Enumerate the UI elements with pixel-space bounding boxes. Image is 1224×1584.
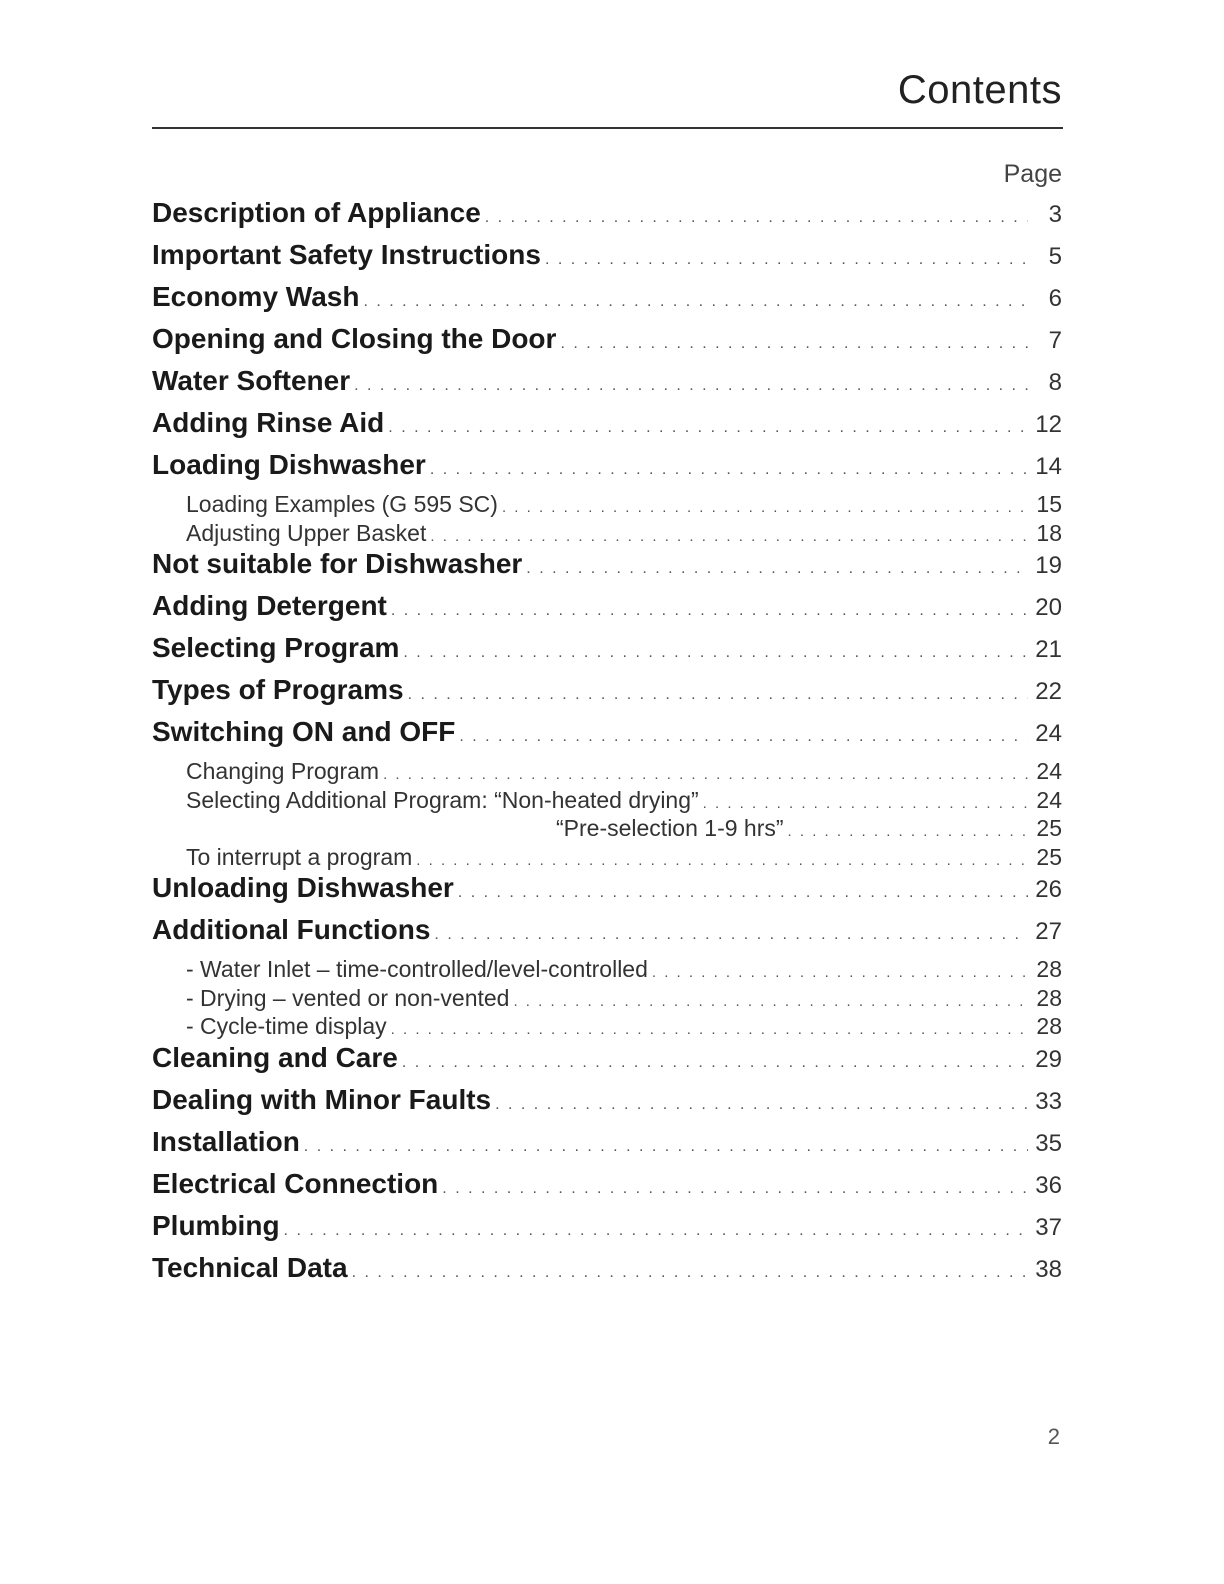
toc-entry-label: Unloading Dishwasher xyxy=(152,872,454,903)
page-column-label: Page xyxy=(1003,160,1062,188)
dot-leader xyxy=(485,209,1028,227)
dot-leader xyxy=(408,686,1028,704)
dot-leader xyxy=(502,499,1028,516)
toc-entry-label: Adding Detergent xyxy=(152,590,387,621)
dot-leader xyxy=(513,993,1028,1010)
toc-entry-page: 7 xyxy=(1048,327,1062,354)
toc-entry-page: 14 xyxy=(1035,453,1062,480)
toc-entry-page: 21 xyxy=(1035,636,1062,663)
toc-entry-page: 24 xyxy=(1035,720,1062,747)
toc-entry-label: Installation xyxy=(152,1125,300,1157)
toc-entry-label: Selecting Additional Program: “Non-heated drying” xyxy=(186,786,699,813)
toc-entry-label: Technical Data xyxy=(152,1251,348,1283)
dot-leader xyxy=(388,419,1028,437)
dot-leader xyxy=(459,728,1028,746)
toc-entry-page: 8 xyxy=(1048,369,1062,396)
toc-subentry[interactable] xyxy=(152,815,1062,844)
dot-leader xyxy=(703,795,1028,812)
toc-subentry[interactable] xyxy=(152,1013,1062,1042)
dot-leader xyxy=(652,964,1028,981)
dot-leader xyxy=(526,560,1028,578)
toc-entry-label: Electrical Connection xyxy=(152,1167,439,1199)
toc-entry-label: To interrupt a program xyxy=(186,843,413,870)
dot-leader xyxy=(363,293,1028,311)
toc-entry[interactable] xyxy=(152,632,1062,674)
toc-entry-page: 20 xyxy=(1035,594,1062,621)
toc-entry-label: Water Softener xyxy=(152,365,351,396)
toc-entry-page: 12 xyxy=(1035,411,1062,438)
toc-entry[interactable] xyxy=(152,1084,1062,1126)
toc-entry-label: Cleaning and Care xyxy=(152,1041,398,1073)
toc-entry-page: 28 xyxy=(1036,984,1062,1011)
dot-leader xyxy=(383,766,1028,783)
toc-entry[interactable] xyxy=(152,1042,1062,1084)
toc-entry[interactable] xyxy=(152,548,1062,590)
dot-leader xyxy=(284,1222,1028,1240)
toc-entry[interactable] xyxy=(152,1168,1062,1210)
toc-entry-label: - Cycle-time display xyxy=(186,1013,387,1039)
toc-entry[interactable] xyxy=(152,323,1062,365)
dot-leader xyxy=(458,884,1028,902)
dot-leader xyxy=(402,1054,1028,1072)
toc-entry-page: 24 xyxy=(1036,786,1062,813)
toc-entry-label: Not suitable for Dishwasher xyxy=(152,548,523,579)
toc-entry-page: 24 xyxy=(1036,758,1062,784)
toc-entry-label: Description of Appliance xyxy=(152,197,481,228)
toc-entry-label: Economy Wash xyxy=(152,281,360,312)
dot-leader xyxy=(430,528,1028,545)
toc-entry-label: Dealing with Minor Faults xyxy=(152,1083,492,1115)
dot-leader xyxy=(354,377,1028,395)
table-of-contents xyxy=(152,197,1062,1294)
toc-entry-page: 37 xyxy=(1035,1213,1062,1241)
dot-leader xyxy=(416,852,1028,869)
toc-entry-label: Adding Rinse Aid xyxy=(152,407,385,438)
toc-entry-page: 38 xyxy=(1035,1255,1062,1283)
toc-subentry[interactable] xyxy=(152,491,1062,520)
toc-entry-page: 29 xyxy=(1035,1045,1062,1073)
toc-entry-label: “Pre-selection 1-9 hrs” xyxy=(556,815,784,841)
title-divider xyxy=(152,127,1063,129)
toc-entry[interactable] xyxy=(152,449,1062,491)
toc-entry-page: 28 xyxy=(1036,1013,1062,1039)
dot-leader xyxy=(403,644,1028,662)
toc-entry[interactable] xyxy=(152,281,1062,323)
toc-entry-page: 27 xyxy=(1035,918,1062,945)
toc-entry[interactable] xyxy=(152,1252,1062,1294)
dot-leader xyxy=(352,1264,1028,1282)
toc-entry[interactable] xyxy=(152,914,1062,956)
toc-entry-page: 19 xyxy=(1035,552,1062,579)
dot-leader xyxy=(391,1021,1028,1038)
dot-leader xyxy=(545,251,1028,269)
page-title: Contents xyxy=(897,68,1062,112)
dot-leader xyxy=(788,823,1028,840)
page-number: 2 xyxy=(1047,1424,1060,1449)
toc-entry-page: 36 xyxy=(1035,1171,1062,1199)
toc-entry[interactable] xyxy=(152,407,1062,449)
toc-entry-label: - Water Inlet – time-controlled/level-controlled xyxy=(186,956,648,982)
toc-entry-label: Selecting Program xyxy=(152,632,400,663)
toc-entry-label: Opening and Closing the Door xyxy=(152,323,557,354)
toc-entry[interactable] xyxy=(152,1210,1062,1252)
toc-entry[interactable] xyxy=(152,674,1062,716)
toc-subentry[interactable] xyxy=(152,787,1062,816)
toc-entry[interactable] xyxy=(152,872,1062,914)
dot-leader xyxy=(495,1096,1028,1114)
toc-subentry[interactable] xyxy=(152,758,1062,787)
toc-entry[interactable] xyxy=(152,239,1062,281)
toc-subentry[interactable] xyxy=(152,985,1062,1014)
toc-entry-page: 3 xyxy=(1048,201,1062,228)
dot-leader xyxy=(434,926,1028,944)
dot-leader xyxy=(560,335,1028,353)
toc-entry-label: Adjusting Upper Basket xyxy=(186,519,427,546)
toc-entry-page: 25 xyxy=(1036,815,1062,841)
toc-entry-page: 35 xyxy=(1035,1129,1062,1157)
dot-leader xyxy=(304,1138,1028,1156)
toc-subentry[interactable] xyxy=(152,520,1062,549)
toc-entry-label: Switching ON and OFF xyxy=(152,716,456,747)
toc-entry[interactable] xyxy=(152,365,1062,407)
dot-leader xyxy=(391,602,1028,620)
toc-entry-page: 15 xyxy=(1036,491,1062,517)
toc-entry-page: 18 xyxy=(1036,519,1062,546)
toc-entry-label: Loading Dishwasher xyxy=(152,449,426,480)
toc-entry-label: Additional Functions xyxy=(152,914,431,945)
toc-entry[interactable] xyxy=(152,590,1062,632)
toc-entry-page: 33 xyxy=(1035,1087,1062,1115)
toc-entry[interactable] xyxy=(152,1126,1062,1168)
toc-entry-page: 5 xyxy=(1048,243,1062,270)
toc-entry-page: 22 xyxy=(1035,678,1062,705)
toc-entry-label: Loading Examples (G 595 SC) xyxy=(186,491,498,517)
toc-subentry[interactable] xyxy=(152,956,1062,985)
toc-subentry[interactable] xyxy=(152,844,1062,873)
toc-entry-page: 28 xyxy=(1036,956,1062,982)
toc-entry[interactable] xyxy=(152,716,1062,758)
toc-entry-page: 26 xyxy=(1035,876,1062,903)
toc-entry[interactable] xyxy=(152,197,1062,239)
toc-entry-label: Types of Programs xyxy=(152,674,404,705)
toc-entry-page: 25 xyxy=(1036,843,1062,870)
toc-entry-label: Changing Program xyxy=(186,758,380,784)
toc-entry-page: 6 xyxy=(1048,285,1062,312)
dot-leader xyxy=(430,461,1028,479)
dot-leader xyxy=(442,1180,1028,1198)
toc-entry-label: Important Safety Instructions xyxy=(152,239,541,270)
toc-entry-label: Plumbing xyxy=(152,1209,280,1241)
toc-entry-label: - Drying – vented or non-vented xyxy=(186,984,510,1011)
